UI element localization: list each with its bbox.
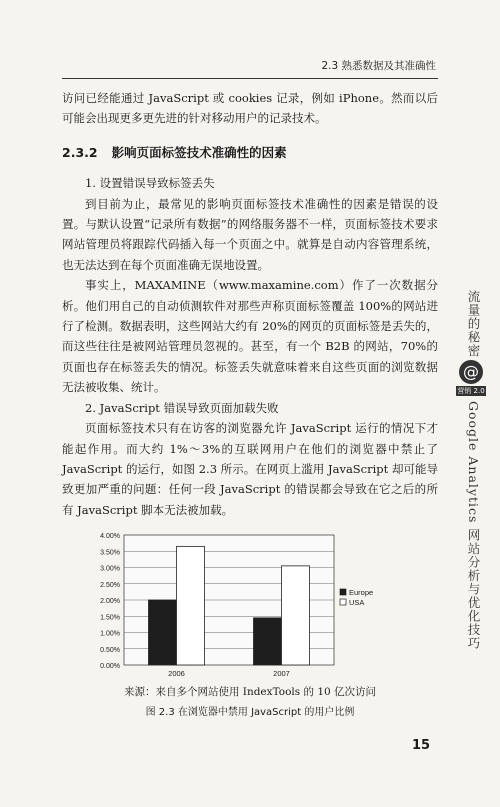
- bar-europe-2007: [254, 618, 282, 665]
- badge-label: 营销 2.0: [457, 387, 485, 395]
- y-tick-label: 4.00%: [100, 533, 120, 540]
- bar-chart: [86, 525, 416, 685]
- legend-label: USA: [349, 598, 365, 607]
- page-number: 15: [412, 738, 431, 753]
- y-tick-label: 1.00%: [100, 630, 120, 638]
- y-tick-label: 3.00%: [100, 565, 120, 573]
- y-tick-label: 0.00%: [100, 663, 120, 670]
- body-text: [62, 88, 438, 520]
- x-tick-label: 2006: [168, 669, 185, 678]
- header-rule: [62, 78, 438, 79]
- section-heading: [62, 143, 438, 163]
- section-title: 影响页面标签技术准确性的因素: [111, 144, 287, 160]
- subheading-1: 1. 设置错误导致标签丢失: [85, 176, 215, 191]
- figure-caption: 图 2.3 在浏览器中禁用 JavaScript 的用户比例: [145, 707, 355, 718]
- y-tick-label: 0.50%: [100, 646, 120, 654]
- y-tick-label: 1.50%: [100, 614, 120, 622]
- at-icon: @: [459, 360, 483, 384]
- section-number: 2.3.2: [62, 144, 98, 160]
- bar-usa-2006: [177, 546, 205, 665]
- sidebar-title: [456, 290, 486, 650]
- y-tick-label: 3.50%: [100, 549, 120, 557]
- sidebar-title-bottom: Google Analytics 网站分析与优化技巧: [466, 401, 481, 650]
- paragraph-4: 页面标签技术只有在访客的浏览器允许 JavaScript 运行的情况下才能起作用。而大约 1%～3%的互联网用户在他们的浏览器中禁止了 JavaScript 的运行，如图 2.3 所示。在网页上滥用 JavaScript 却可能导致更加严重的问题：任何一段 JavaScript 的错误都会导致在它之后的所有 JavaScript 脚本无法被加载。: [62, 421, 438, 517]
- paragraph-3: 事实上，MAXAMINE（www.maxamine.com）作了一次数据分析。他们用自己的自动侦测软件对那些声称页面标签覆盖 100%的网站进行了检测。数据表明，这些网站大约有 20%的网页的页面标签是丢失的，而这些往往是被网站管理员忽视的。甚至，有一个 B2B 的网站，70%的页面也存在标签丢失的情况。标签丢失就意味着来自这些页面的浏览数据无法被收集、统计。: [62, 278, 438, 395]
- y-tick-label: 2.00%: [100, 598, 120, 605]
- sidebar-title-top: 流量的秘密: [466, 290, 481, 358]
- bar-usa-2007: [282, 566, 310, 665]
- paragraph-1: 访问已经能通过 JavaScript 或 cookies 记录，例如 iPhone。然而以后可能会出现更多更先进的针对移动用户的记录技术。: [62, 91, 438, 126]
- bar-europe-2006: [149, 600, 177, 665]
- legend-swatch: [340, 599, 346, 605]
- series-badge: [456, 360, 486, 398]
- figure-source: 来源：来自多个网站使用 IndexTools 的 10 亿次访问: [123, 686, 377, 698]
- chart-svg: [86, 525, 416, 685]
- subheading-2: 2. JavaScript 错误导致页面加载失败: [85, 400, 279, 415]
- legend-swatch: [340, 589, 346, 595]
- running-header: 2.3 熟悉数据及其准确性: [321, 60, 436, 72]
- x-tick-label: 2007: [273, 669, 290, 678]
- y-tick-label: 2.50%: [100, 581, 120, 589]
- legend-label: Europe: [349, 588, 374, 597]
- paragraph-2: 到目前为止，最常见的影响页面标签技术准确性的因素是错误的设置。与默认设置“记录所有数据”的网络服务器不一样，页面标签技术要求网站管理员将跟踪代码插入每一个页面之中。就算是自动内容管理系统，也无法达到在每个页面准确无误地设置。: [62, 196, 438, 272]
